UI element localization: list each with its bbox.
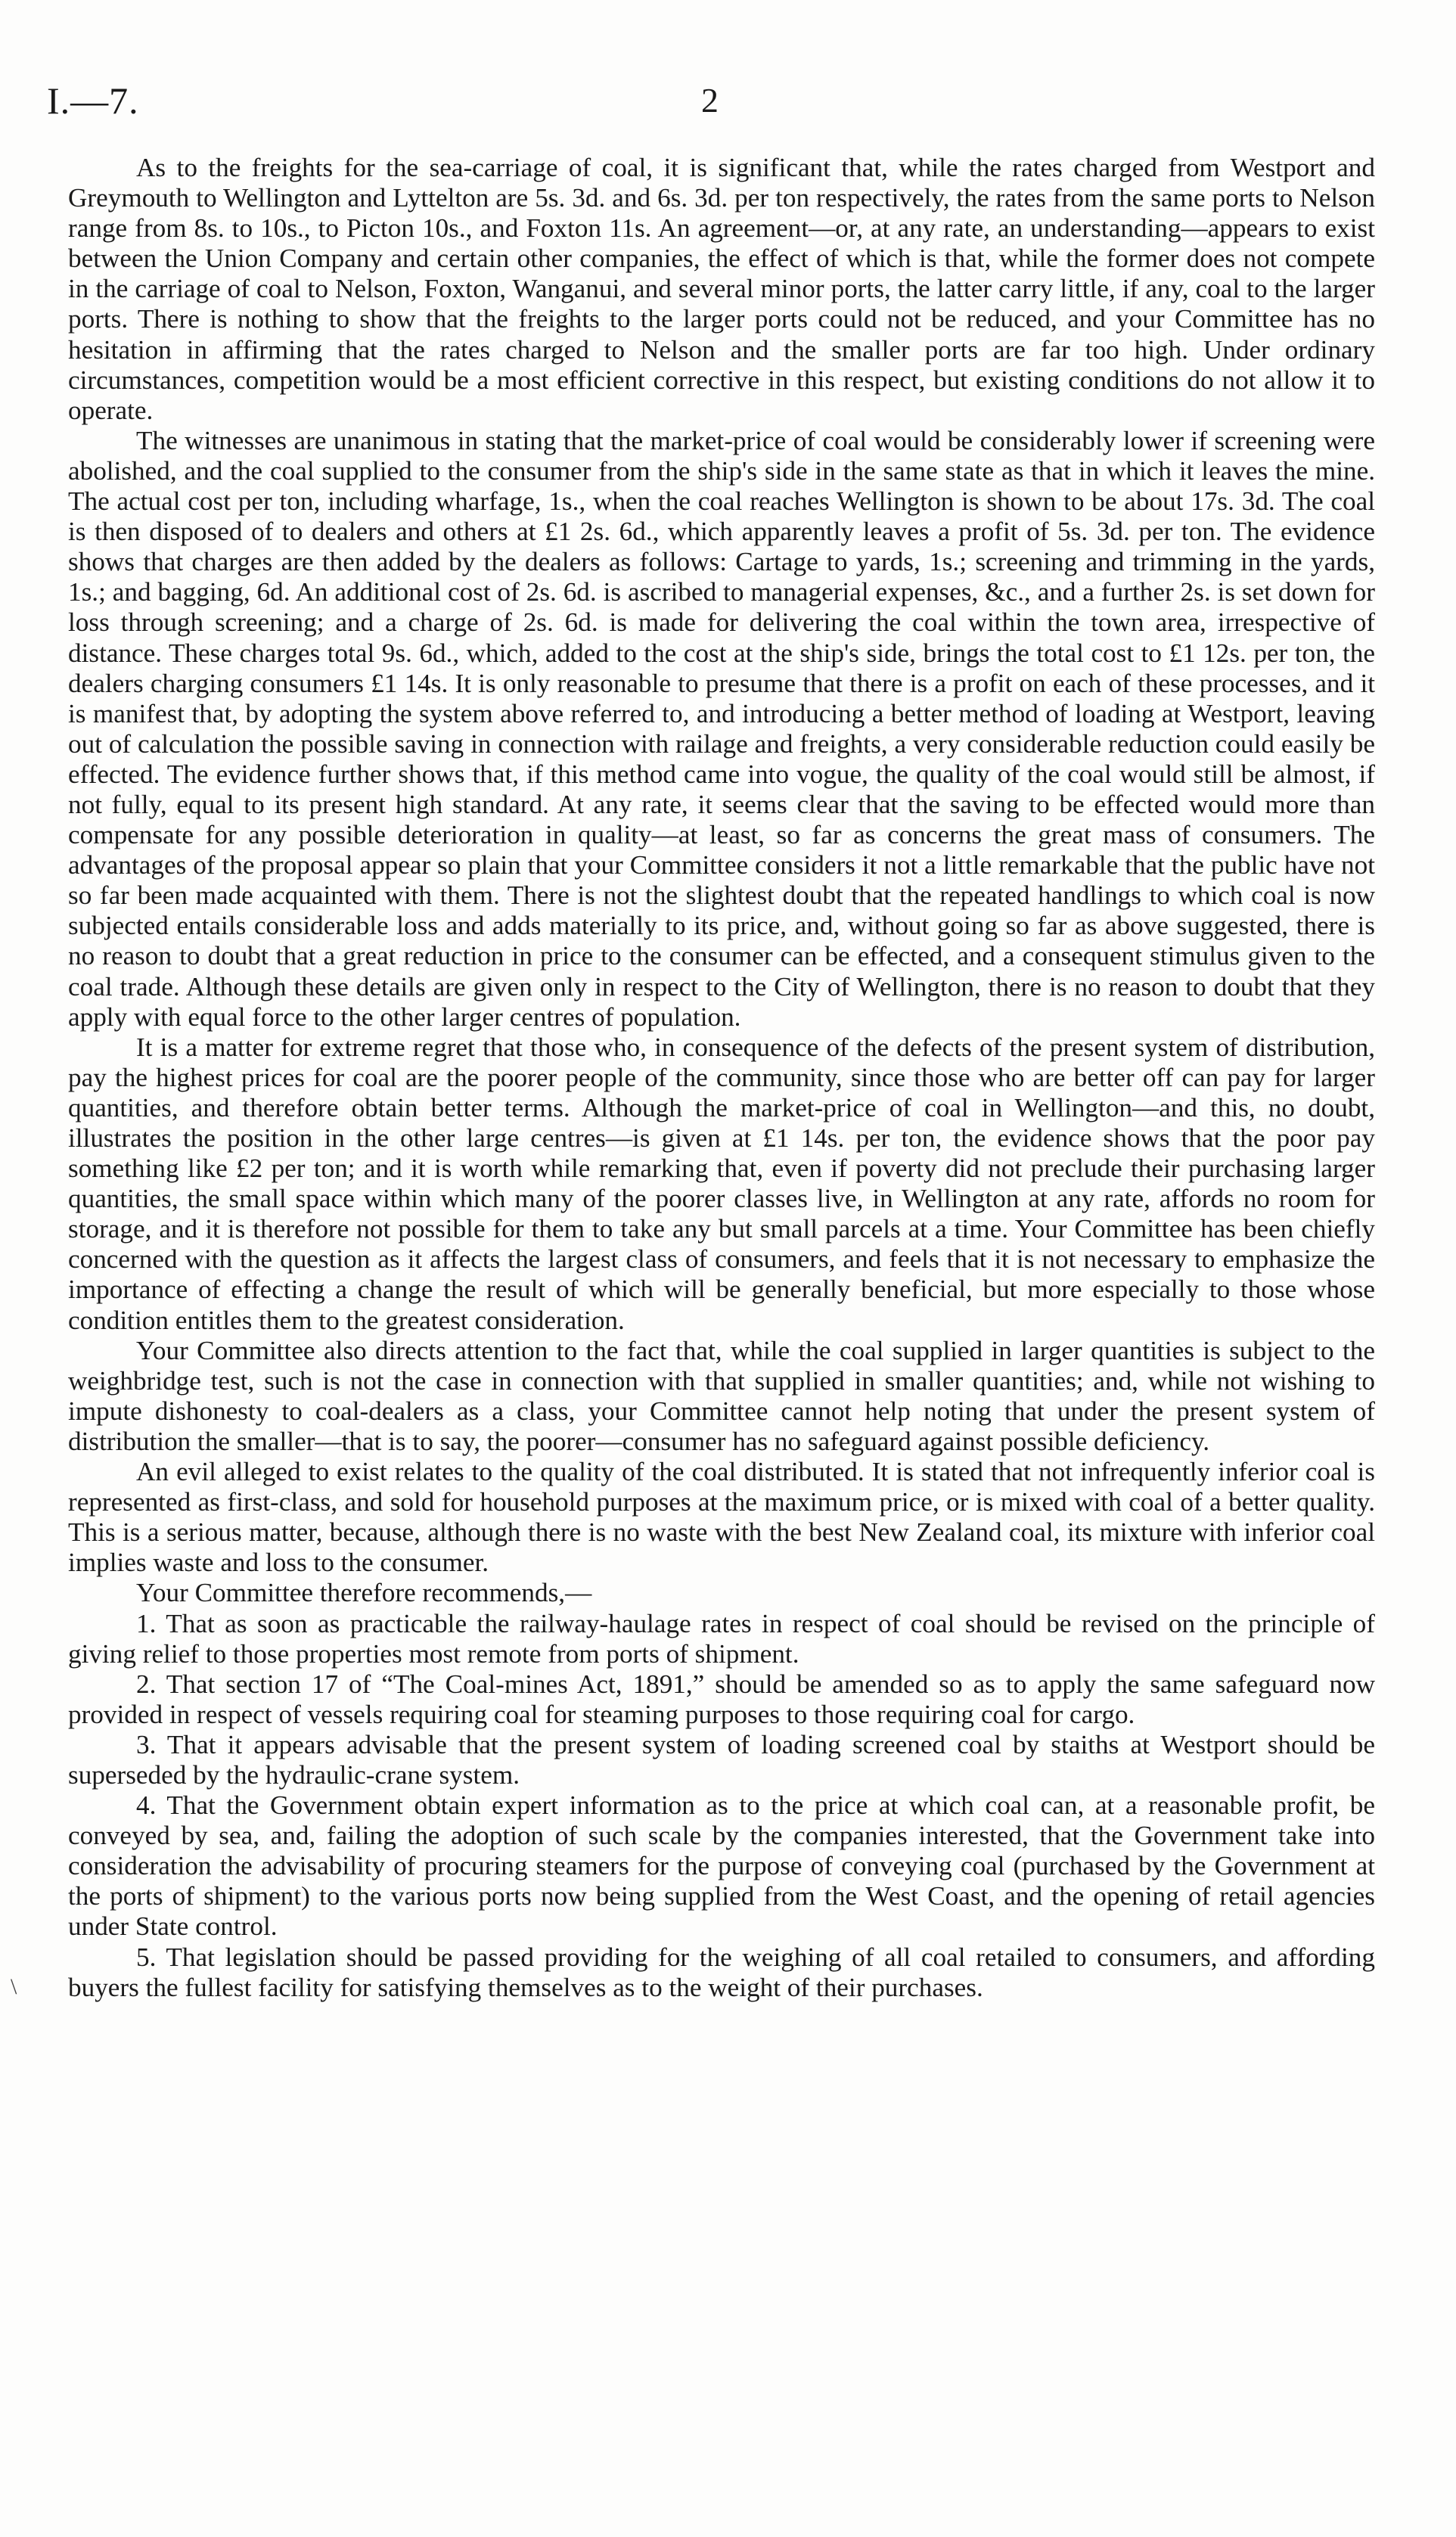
paragraph-screening-costs: The witnesses are unanimous in stating that the market-price of coal would be considerably lower if screening were abolished, and the coal supplied to the consumer from the ship's side in the same state as that in which it leaves the mine. The actual cost per ton, including wharfage, 1s., when the coal reaches Wellington is shown to be about 17s. 3d. The coal is then disposed of to dealers and others at £1 2s. 6d., which apparently leaves a profit of 5s. 3d. per ton. The evidence shows that charges are then added by the dealers as follows: Cartage to yards, 1s.; screening and trimming in the yards, 1s.; and bagging, 6d. An additional cost of 2s. 6d. is ascribed to managerial expenses, &c., and a further 2s. is set down for loss through screening; and a charge of 2s. 6d. is made for delivering the coal within the town area, irrespective of distance. These charges total 9s. 6d., which, added to the cost at the ship's side, brings the total cost to £1 12s. per ton, the dealers charging consumers £1 14s. It is only reasonable to presume that there is a profit on each of these processes, and it is manifest that, by adopting the system above referred to, and introducing a better method of loading at Westport, leaving out of calculation the possible saving in connection with railage and freights, a very considerable reduction could easily be effected. The evidence further shows that, if this method came into vogue, the quality of the coal would still be almost, if not fully, equal to its present high standard. At any rate, it seems clear that the saving to be effected would more than compensate for any possible deterioration in quality—at least, so far as concerns the great mass of consumers. The advantages of the proposal appear so plain that your Committee considers it not a little remarkable that the public have not so far been made acquainted with them. There is not the slightest doubt that the repeated handlings to which coal is now subjected entails considerable loss and adds materially to its price, and, without going so far as above suggested, there is no reason to doubt that a great reduction in price to the consumer can be effected, and a consequent stimulus given to the coal trade. Although these details are given only in respect to the City of Wellington, there is no reason to doubt that they apply with equal force to the other larger centres of population.: [68, 425, 1375, 1032]
page-header: [47, 79, 1423, 139]
paragraph-weighbridge: Your Committee also directs attention to the fact that, while the coal supplied in larger quantities is subject to the weighbridge test, such is not the case in connection with that supplied in smaller quantities; and, while not wishing to impute dishonesty to coal-dealers as a class, your Committee cannot help noting that under the present system of distribution the smaller—that is to say, the poorer—consumer has no safeguard against possible deficiency.: [68, 1335, 1375, 1456]
paragraph-freights: As to the freights for the sea-carriage of coal, it is significant that, while the rates charged from Westport and Greymouth to Wellington and Lyttelton are 5s. 3d. and 6s. 3d. per ton respectively, the rates from the same ports to Nelson range from 8s. to 10s., to Picton 10s., and Foxton 11s. An agreement—or, at any rate, an understanding—appears to exist between the Union Company and certain other companies, the effect of which is that, while the former does not compete in the carriage of coal to Nelson, Foxton, Wanganui, and several minor ports, the latter carry little, if any, coal to the larger ports. There is nothing to show that the freights to the larger ports could not be reduced, and your Committee has no hesitation in affirming that the rates charged to Nelson and the smaller ports are far too high. Under ordinary circumstances, competition would be a most efficient corrective in this respect, but existing conditions do not allow it to operate.: [68, 153, 1375, 425]
paragraph-coal-quality: An evil alleged to exist relates to the quality of the coal distributed. It is stated that not infrequently inferior coal is represented as first-class, and sold for household purposes at the maximum price, or is mixed with coal of a better quality. This is a serious matter, because, although there is no waste with the best New Zealand coal, its mixture with inferior coal implies waste and loss to the consumer.: [68, 1457, 1375, 1578]
recommendation-4: 4. That the Government obtain expert information as to the price at which coal can, at a reasonable profit, be conveyed by sea, and, failing the adoption of such scale by the companies interested, that the Government take into consideration the advisability of procuring steamers for the purpose of conveying coal (purchased by the Government at the ports of shipment) to the various ports now being supplied from the West Coast, and the opening of retail agencies under State control.: [68, 1790, 1375, 1942]
body-text: [68, 153, 1375, 2003]
recommendation-3: 3. That it appears advisable that the present system of loading screened coal by staiths at Westport should be superseded by the hydraulic-crane system.: [68, 1729, 1375, 1790]
margin-mark: \: [11, 1974, 17, 1999]
paragraph-poorer-consumers: It is a matter for extreme regret that those who, in consequence of the defects of the present system of distribution, pay the highest prices for coal are the poorer people of the community, since those who are better off can pay for larger quantities, and therefore obtain better terms. Although the market-price of coal in Wellington—and this, no doubt, illustrates the position in the other large centres—is given at £1 14s. per ton, the evidence shows that the poor pay something like £2 per ton; and it is worth while remarking that, even if poverty did not preclude their purchasing larger quantities, the small space within which many of the poorer classes live, in Wellington at any rate, affords no room for storage, and it is therefore not possible for them to take any but small parcels at a time. Your Committee has been chiefly concerned with the question as it affects the largest class of consumers, and feels that it is not necessary to emphasize the importance of effecting a change the result of which will be generally beneficial, but more especially to those whose condition entitles them to the greatest consideration.: [68, 1032, 1375, 1335]
page-number: 2: [701, 81, 719, 120]
recommendation-2: 2. That section 17 of “The Coal-mines Act, 1891,” should be amended so as to apply the same safeguard now provided in respect of vessels requiring coal for steaming purposes to those requiring coal for cargo.: [68, 1669, 1375, 1729]
recommendation-1: 1. That as soon as practicable the railway-haulage rates in respect of coal should be revised on the principle of giving relief to those properties most remote from ports of shipment.: [68, 1608, 1375, 1669]
recommendation-5: 5. That legislation should be passed providing for the weighing of all coal retailed to consumers, and affording buyers the fullest facility for satisfying themselves as to the weight of their purchases.: [68, 1942, 1375, 2002]
document-reference: I.—7.: [47, 79, 139, 122]
paragraph-recommends: Your Committee therefore recommends,—: [136, 1578, 592, 1608]
